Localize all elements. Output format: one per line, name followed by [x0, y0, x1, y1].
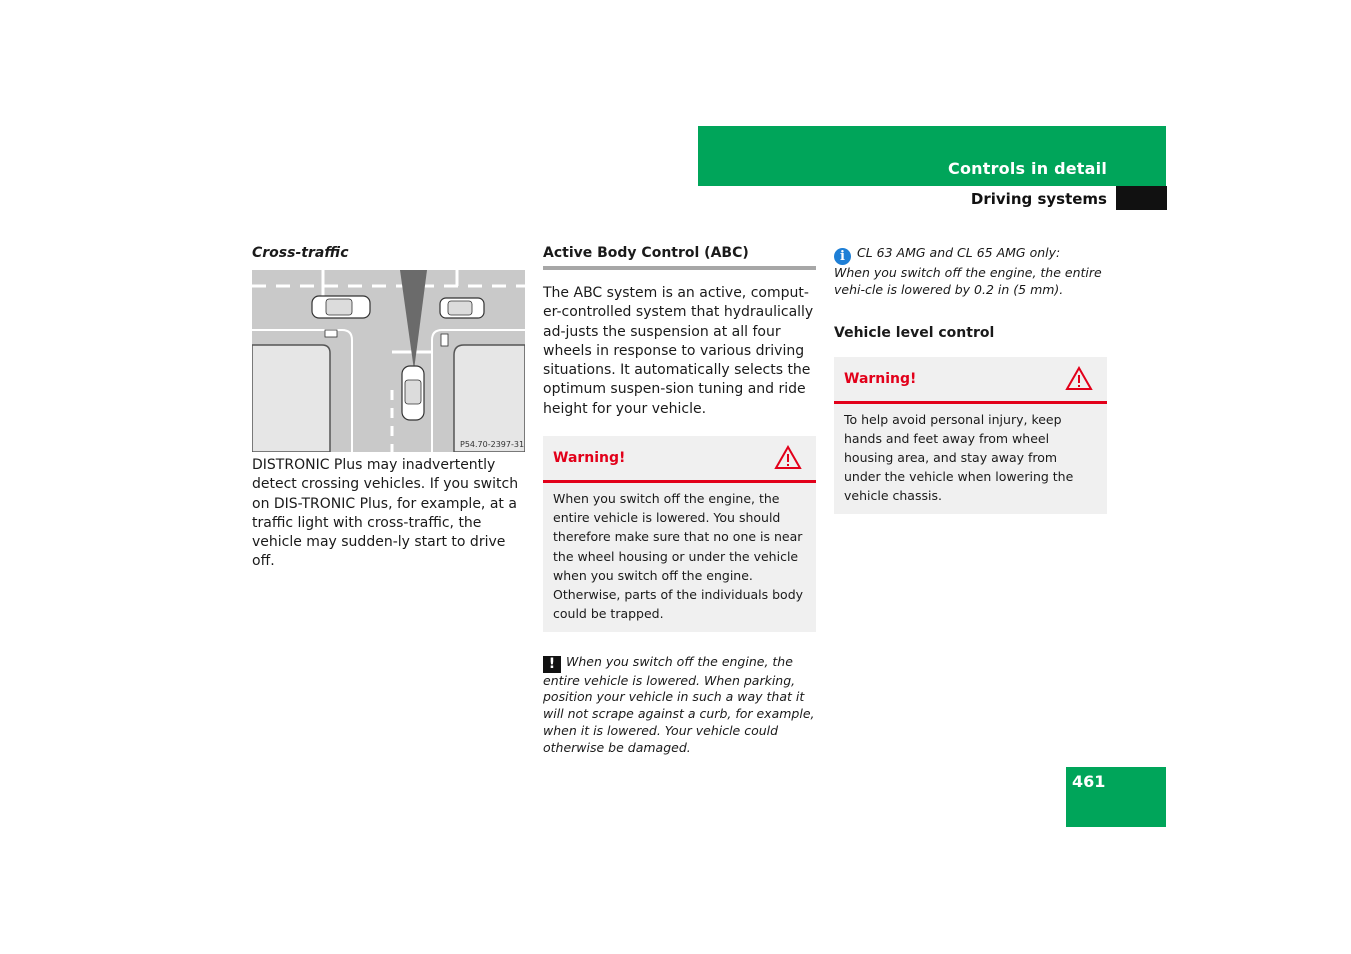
- warning-triangle-icon: [774, 445, 802, 470]
- section-title: Controls in detail: [948, 159, 1107, 178]
- info-line1: CL 63 AMG and CL 65 AMG only:: [857, 245, 1061, 260]
- abc-warning-box: [543, 436, 816, 631]
- info-note: [834, 245, 1107, 299]
- exclamation-icon: !: [543, 656, 561, 673]
- warning-header: [543, 436, 816, 483]
- info-line2: When you switch off the engine, the entire vehi-cle is lowered by 0.2 in (5 mm).: [834, 265, 1102, 297]
- warning-title: Warning!: [844, 370, 917, 387]
- warning-text: To help avoid personal injury, keep hands and feet away from wheel housing area, and stay away from under the vehicle when lowering the vehicle chassis.: [844, 411, 1074, 504]
- column-vehicle-level: [834, 245, 1107, 514]
- header-tab-marker: [1116, 186, 1167, 210]
- section-subtitle: Driving systems: [970, 190, 1107, 208]
- abc-paragraph: The ABC system is an active, comput-er-controlled system that hydraulically ad-justs the suspension at all four wheels in response to various driving situations. It automatically selects the optimum suspen-sion tuning and ride height for your vehicle.: [543, 285, 814, 417]
- page-number: 461: [1072, 772, 1106, 791]
- warning-text: When you switch off the engine, the entire vehicle is lowered. You should therefore make sure that no one is near the wheel housing or under the vehicle when you switch off the engine. Otherwise, parts of the individuals body could be trapped.: [553, 491, 804, 622]
- column-abc: [543, 245, 816, 756]
- figure-code-label: P54.70-2397-31: [460, 440, 525, 449]
- vehicle-level-warning-box: [834, 357, 1107, 514]
- cross-traffic-paragraph: DISTRONIC Plus may inadvertently detect crossing vehicles. If you switch on DIS-TRONIC Plus, for example, at a traffic light with cross-traffic, the vehicle may sudden-ly start to drive off.: [252, 457, 519, 570]
- cross-traffic-heading: Cross-traffic: [252, 245, 349, 261]
- warning-triangle-icon: [1065, 366, 1093, 391]
- warning-title: Warning!: [553, 450, 626, 467]
- abc-note: [543, 654, 816, 757]
- vehicle-level-heading: Vehicle level control: [834, 324, 995, 341]
- heading-rule: [543, 266, 816, 270]
- abc-heading: Active Body Control (ABC): [543, 245, 749, 261]
- warning-header: [834, 357, 1107, 404]
- column-cross-traffic: [252, 245, 525, 572]
- info-icon: i: [834, 248, 851, 265]
- cross-traffic-illustration: [252, 270, 525, 452]
- note-text: When you switch off the engine, the entire vehicle is lowered. When parking, position your vehicle in such a way that it will not scrape against a curb, for example, when it is lowered. Your vehicle could otherwise be damaged.: [543, 653, 815, 755]
